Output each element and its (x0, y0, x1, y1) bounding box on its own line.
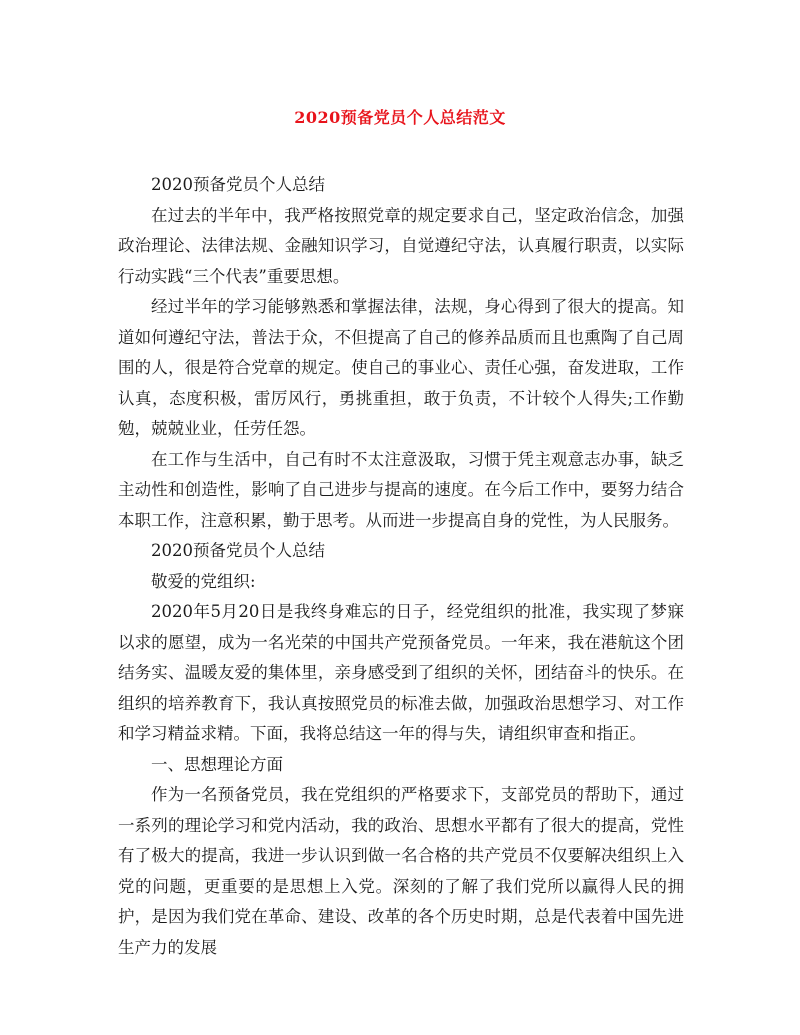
salutation: 敬爱的党组织: (151, 571, 256, 591)
paragraph: 作为一名预备党员，我在党组织的严格要求下，支部党员的帮助下，通过一系列的理论学习和党内活动，我的政治、思想水平都有了很大的提高，党性有了极大的提高，我进一步认识到做一名合格的共产党员不仅要解决组织上入党的问题，更重要的是思想上入党。深刻的了解了我们党所以赢得人民的拥护，是因为我们党在革命、建设、改革的各个历史时期，总是代表着中国先进生产力的发展 (118, 785, 684, 957)
document-body (118, 170, 684, 963)
paragraph: 在过去的半年中，我严格按照党章的规定要求自己，坚定政治信念，加强政治理论、法律法规、金融知识学习，自觉遵纪守法，认真履行职责，以实际行动实践“三个代表”重要思想。 (118, 205, 684, 286)
section-heading: 一、思想理论方面 (151, 754, 283, 774)
paragraph-subtitle-2: 2020预备党员个人总结 (151, 541, 325, 560)
paragraph: 在工作与生活中，自己有时不太注意汲取，习惯于凭主观意志办事，缺乏主动性和创造性，影响了自己进步与提高的速度。在今后工作中，要努力结合本职工作，注意积累，勤于思考。从而进一步提高自身的党性，为人民服务。 (118, 449, 684, 530)
paragraph: 经过半年的学习能够熟悉和掌握法律，法规，身心得到了很大的提高。知道如何遵纪守法，普法于众，不但提高了自己的修养品质而且也熏陶了自己周围的人，很是符合党章的规定。使自己的事业心、责任心强，奋发进取，工作认真，态度积极，雷厉风行，勇挑重担，敢于负责，不计较个人得失;工作勤勉，兢兢业业，任劳任怨。 (118, 297, 684, 438)
paragraph-subtitle-1: 2020预备党员个人总结 (151, 175, 325, 194)
paragraph: 2020年5月20日是我终身难忘的日子，经党组织的批准，我实现了梦寐以求的愿望，成为一名光荣的中国共产党预备党员。一年来，我在港航这个团结务实、温暖友爱的集体里，亲身感受到了组织的关怀，团结奋斗的快乐。在组织的培养教育下，我认真按照党员的标准去做，加强政治思想学习、对工作和学习精益求精。下面，我将总结这一年的得与失，请组织审查和指正。 (118, 602, 684, 743)
document-title: 2020预备党员个人总结范文 (294, 108, 506, 127)
